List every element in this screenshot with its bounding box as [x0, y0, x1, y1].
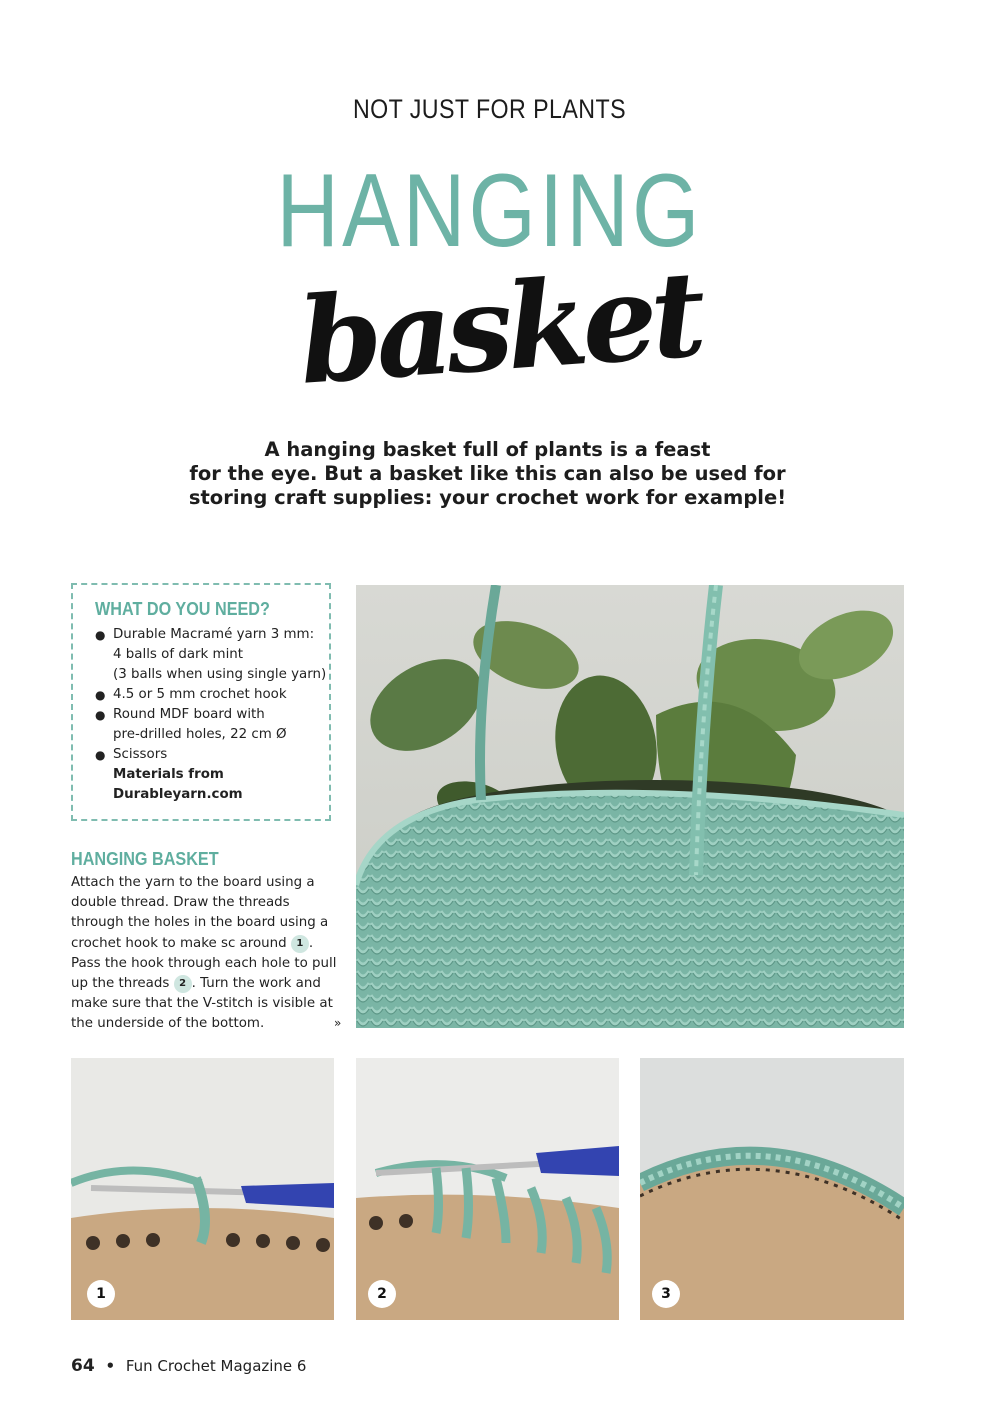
- page-title-script: basket: [294, 244, 705, 411]
- step-photo-3: [640, 1058, 904, 1320]
- continue-mark: »: [334, 1016, 342, 1030]
- kicker: NOT JUST FOR PLANTS: [352, 94, 627, 124]
- item-text: 4.5 or 5 mm crochet hook: [113, 687, 287, 702]
- list-item: [93, 625, 326, 685]
- intro-line-2: for the eye. But a basket like this can also be used for: [189, 462, 786, 485]
- step-1-image: [71, 1058, 334, 1320]
- item-subtext: (3 balls when using single yarn): [113, 667, 327, 682]
- step-3-image: [640, 1058, 904, 1320]
- page-title: HANGING: [276, 153, 703, 269]
- step-photo-1: [71, 1058, 334, 1320]
- materials-title: WHAT DO YOU NEED?: [95, 599, 270, 619]
- intro-line-1: A hanging basket full of plants is a feast: [264, 438, 711, 461]
- bullet-icon: ●: [95, 708, 106, 722]
- instructions-text: Attach the yarn to the board using a double thread. Draw the threads through the holes in the board using a crochet hook to make sc around: [71, 875, 329, 951]
- step-2-image: [356, 1058, 619, 1320]
- supplier-label: Materials from: [113, 767, 224, 782]
- list-item: [93, 685, 326, 705]
- magazine-name: Fun Crochet Magazine 6: [125, 1357, 307, 1375]
- instructions-text: . Turn the work and make sure that the V-stitch is visible at the underside of the bottom.: [71, 976, 333, 1032]
- footer-separator: •: [105, 1357, 116, 1375]
- instructions-paragraph: [71, 873, 341, 1035]
- section-title: HANGING BASKET: [71, 849, 219, 869]
- list-item: [93, 705, 326, 745]
- step-ref-1: 1: [291, 935, 309, 953]
- step-photo-2: [356, 1058, 619, 1320]
- item-subtext: pre-drilled holes, 22 cm Ø: [113, 727, 287, 742]
- step-badge-2: 2: [368, 1280, 396, 1308]
- item-text: Round MDF board with: [113, 707, 265, 722]
- page-number: 64: [71, 1356, 95, 1376]
- item-text: Scissors: [113, 747, 168, 762]
- list-item: [93, 745, 326, 805]
- main-photo: [356, 585, 904, 1028]
- step-badge-1: 1: [87, 1280, 115, 1308]
- bullet-icon: ●: [95, 688, 106, 702]
- instructions-text: . Pass the hook through each hole to pull up the threads: [71, 935, 337, 992]
- hanging-basket-image: [356, 585, 904, 1028]
- item-subtext: 4 balls of dark mint: [113, 647, 244, 662]
- step-badge-3: 3: [652, 1280, 680, 1308]
- step-ref-2: 2: [174, 975, 192, 993]
- item-text: Durable Macramé yarn 3 mm:: [113, 627, 315, 642]
- intro-line-3: storing craft supplies: your crochet work for example!: [188, 486, 787, 509]
- materials-list: [93, 625, 326, 805]
- intro-paragraph: [150, 438, 825, 510]
- supplier-name: Durableyarn.com: [113, 787, 243, 802]
- page-footer: [71, 1356, 306, 1376]
- bullet-icon: ●: [95, 748, 106, 762]
- materials-box: [71, 583, 331, 821]
- bullet-icon: ●: [95, 628, 106, 642]
